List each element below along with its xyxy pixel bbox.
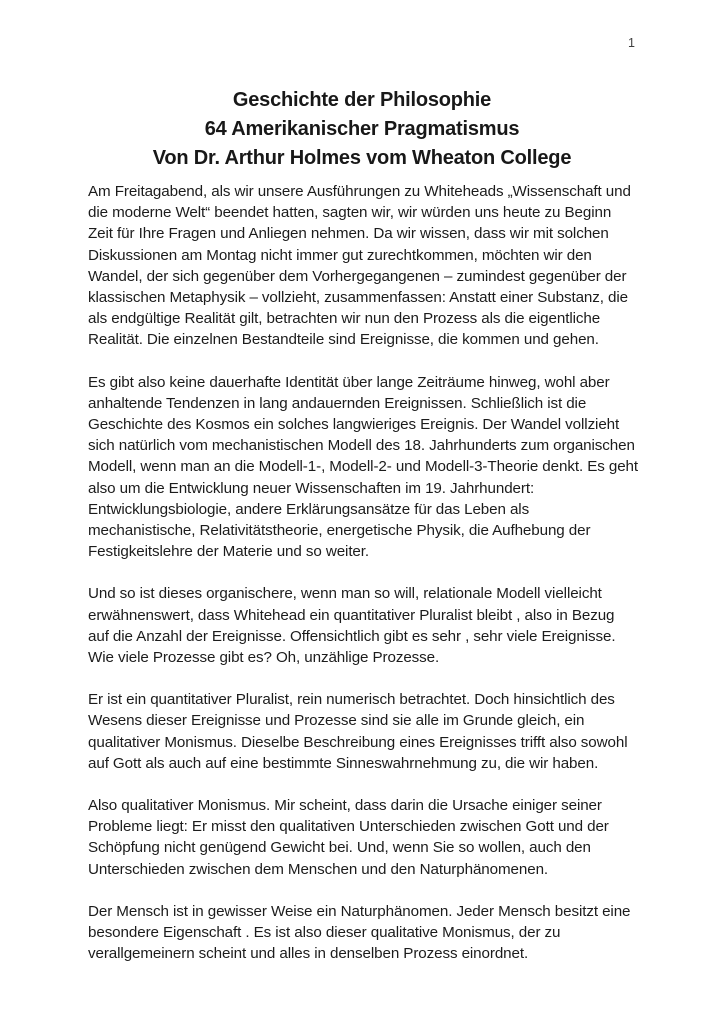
paragraph-5: Also qualitativer Monismus. Mir scheint, dass darin die Ursache einiger seiner Probleme liegt: Er misst den qualitativen Unterschieden zwischen Gott und der Schöpfung nicht genügend Gewicht bei. Und, wenn Sie so wollen, auch den Unterschieden zwischen dem Menschen und den Naturphänomenen. [88, 797, 609, 878]
title-line-2: 64 Amerikanischer Pragmatismus [204, 118, 520, 140]
paragraph-3: Und so ist dieses organischere, wenn man so will, relationale Modell vielleicht erwähnenswert, dass Whitehead ein quantitativer Pluralist bleibt , also in Bezug auf die Anzahl der Ereignisse. Offensichtlich gibt es sehr , sehr viele Ereignisse. Wie viele Prozesse gibt es? Oh, unzählige Prozesse. [88, 585, 616, 667]
title-line-3: Von Dr. Arthur Holmes vom Wheaton College [152, 147, 572, 169]
document-body [88, 181, 639, 986]
paragraph-2: Es gibt also keine dauerhafte Identität über lange Zeiträume hinweg, wohl aber anhaltende Tendenzen in lang andauernden Ereignissen. Schließlich ist die Geschichte des Kosmos ein solches langwieriges Ereignis. Der Wandel vollzieht sich natürlich vom mechanistischen Modell des 18. Jahrhunderts zum organischen Modell, wenn man an die Modell-1-, Modell-2- und Modell-3-Theorie denkt. Es geht also um die Entwicklung neuer Wissenschaften im 19. Jahrhundert: Entwicklungsbiologie, andere Erklärungsansätze für das Leben als mechanistische, Relativitätstheorie, energetische Physik, die Aufhebung der Festigkeitslehre der Materie und so weiter. [88, 373, 639, 561]
paragraph-1: Am Freitagabend, als wir unsere Ausführungen zu Whiteheads „Wissenschaft und die moderne Welt“ beendet hatten, sagten wir, wir würden uns heute zu Beginn Zeit für Ihre Fragen und Anliegen nehmen. Da wir wissen, dass wir mit solchen Diskussionen am Montag nicht immer gut zurechtkommen, möchten wir den Wandel, der sich gegenüber dem Vorhergegangenen – zumindest gegenüber der klassischen Metaphysik – vollzieht, zusammenfassen: Anstatt einer Substanz, die als endgültige Realität gilt, betrachten wir nun den Prozess als die eigentliche Realität. Die einzelnen Bestandteile sind Ereignisse, die kommen und gehen. [88, 183, 631, 349]
title-line-1: Geschichte der Philosophie [232, 89, 492, 111]
page-number: 1 [628, 36, 635, 50]
document-title [86, 86, 638, 173]
paragraph-6: Der Mensch ist in gewisser Weise ein Naturphänomen. Jeder Mensch besitzt eine besondere Eigenschaft . Es ist also dieser qualitative Monismus, der zu verallgemeinern scheint und alles in denselben Prozess einordnet. [88, 902, 631, 963]
paragraph-4: Er ist ein quantitativer Pluralist, rein numerisch betrachtet. Doch hinsichtlich des Wesens dieser Ereignisse und Prozesse sind sie alle im Grunde gleich, ein qualitativer Monismus. Dieselbe Beschreibung eines Ereignisses trifft also sowohl auf Gott als auch auf eine bestimmte Sinneswahrnehmung zu, die wir haben. [88, 691, 628, 772]
